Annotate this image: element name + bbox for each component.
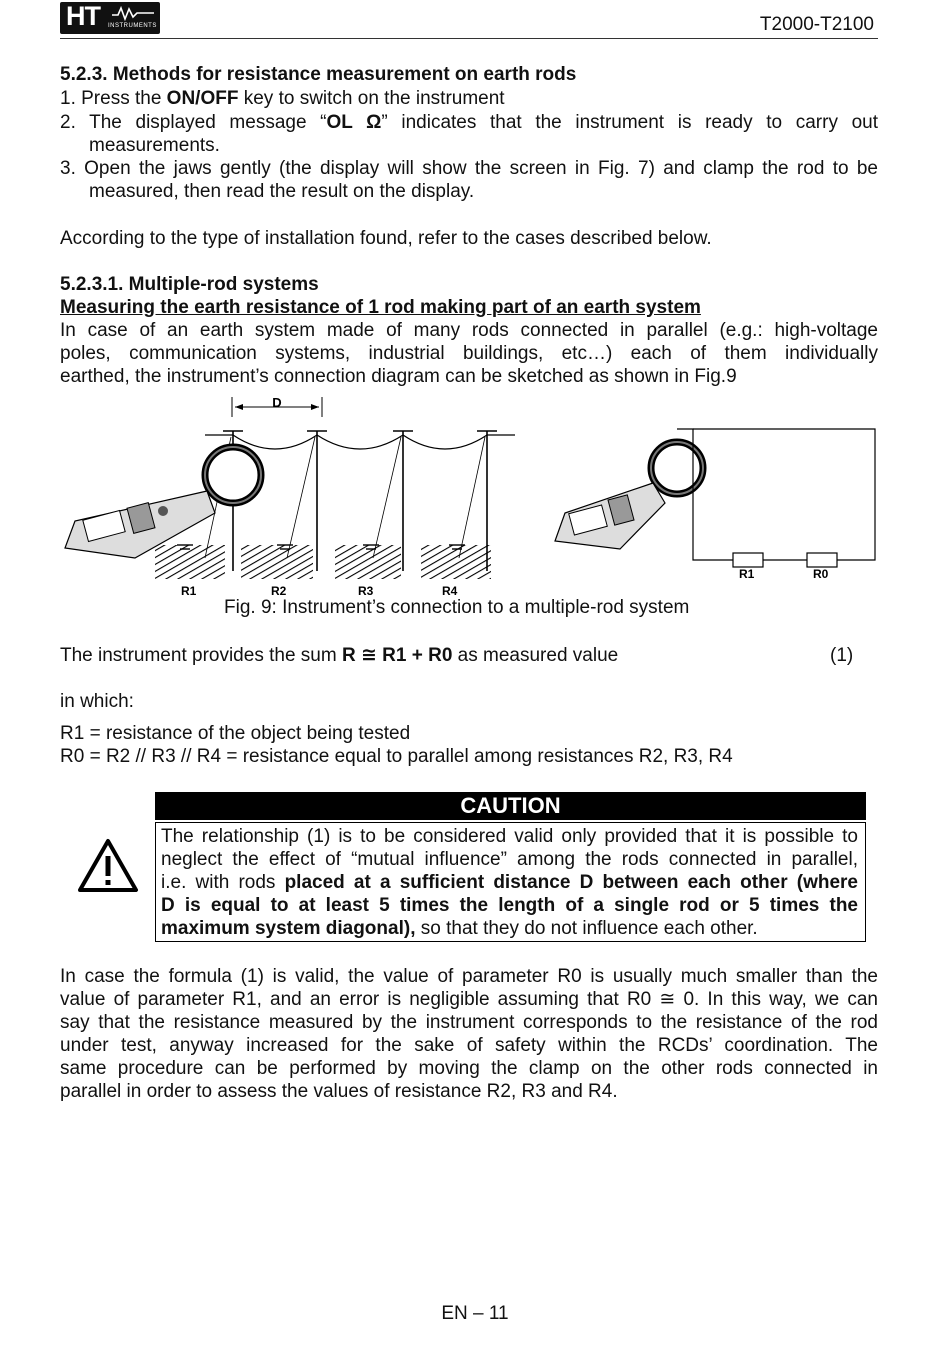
figure-9-diagram — [55, 393, 885, 603]
step-2-line-1: 2. The displayed message “OL Ω” indicates that the instrument is ready to carry out — [60, 112, 879, 133]
clamp-meter-right — [555, 442, 703, 549]
resistor-r0 — [807, 553, 837, 567]
logo-text: HT — [66, 1, 100, 31]
logo-subtext: INSTRUMENTS — [108, 23, 157, 29]
document-code: T2000-T2100 — [759, 14, 874, 35]
header-divider — [60, 38, 878, 39]
step-3-line-1: 3. Open the jaws gently (the display will show the screen in Fig. 7) and clamp the rod to be — [60, 158, 878, 179]
formula-number: (1) — [830, 645, 854, 666]
caution-line-2: neglect the effect of “mutual influence” among the rods connected in parallel, — [161, 849, 858, 870]
according-paragraph: According to the type of installation found, refer to the cases described below. — [60, 228, 712, 249]
intro-line-3: earthed, the instrument’s connection diagram can be sketched as shown in Fig.9 — [60, 366, 737, 387]
caution-line-1: The relationship (1) is to be considered valid only provided that it is possible to — [161, 826, 858, 847]
formula-line: The instrument provides the sum R ≅ R1 + R0 as measured value — [60, 645, 619, 666]
definition-r1: R1 = resistance of the object being tested — [60, 723, 411, 744]
in-which: in which: — [60, 691, 134, 712]
subsection-subheading: Measuring the earth resistance of 1 rod making part of an earth system — [60, 297, 701, 318]
equivalent-circuit — [677, 429, 875, 567]
logo-wave-icon — [110, 5, 156, 21]
resistor-r1 — [733, 553, 763, 567]
step-1: 1. Press the ON/OFF key to switch on the instrument — [60, 88, 505, 109]
caution-line-3: i.e. with rods placed at a sufficient distance D between each other (where — [161, 872, 858, 893]
rod-label-r2: R2 — [271, 584, 287, 598]
step-3-line-2: measured, then read the result on the display. — [89, 181, 475, 202]
rod-label-r3: R3 — [358, 584, 374, 598]
intro-line-1: In case of an earth system made of many rods connected in parallel (e.g.: high-voltage — [60, 320, 878, 341]
ht-logo — [60, 2, 160, 34]
section-heading: 5.2.3. Methods for resistance measurement on earth rods — [60, 64, 577, 85]
rod-label-r1: R1 — [181, 584, 197, 598]
definition-r0: R0 = R2 // R3 // R4 = resistance equal to parallel among resistances R2, R3, R4 — [60, 746, 733, 767]
circuit-label-r0: R0 — [813, 567, 829, 581]
closing-line-2: value of parameter R1, and an error is negligible assuming that R0 ≅ 0. In this way, we can — [60, 989, 878, 1010]
closing-line-1: In case the formula (1) is valid, the value of parameter R0 is usually much smaller than the — [60, 966, 878, 987]
closing-line-6: parallel in order to assess the values of resistance R2, R3 and R4. — [60, 1081, 618, 1102]
rod-label-r4: R4 — [442, 584, 458, 598]
figure-caption: Fig. 9: Instrument’s connection to a multiple-rod system — [224, 597, 690, 618]
ground-hatching — [155, 545, 491, 579]
closing-line-4: under test, anyway increased for the sake of safety within the RCDs’ coordination. The — [60, 1035, 878, 1056]
clamp-meter-left — [65, 447, 261, 558]
step-2-line-2: measurements. — [89, 135, 220, 156]
caution-line-5: maximum system diagonal), so that they do not influence each other. — [161, 918, 758, 939]
subsection-heading: 5.2.3.1. Multiple-rod systems — [60, 274, 319, 295]
intro-line-2: poles, communication systems, industrial buildings, etc…) each of them individually — [60, 343, 878, 364]
label-d: D — [272, 395, 282, 410]
page-number: EN – 11 — [441, 1303, 509, 1324]
circuit-label-r1: R1 — [739, 567, 755, 581]
closing-line-5: same procedure can be performed by moving the clamp on the other rods connected in — [60, 1058, 878, 1079]
caution-line-4: D is equal to at least 5 times the length of a single rod or 5 times the — [161, 895, 858, 916]
closing-line-3: say that the resistance measured by the instrument corresponds to the resistance of the rod — [60, 1012, 878, 1033]
caution-title: CAUTION — [155, 792, 866, 820]
overhead-wire — [205, 435, 515, 449]
warning-triangle-icon — [77, 838, 139, 893]
